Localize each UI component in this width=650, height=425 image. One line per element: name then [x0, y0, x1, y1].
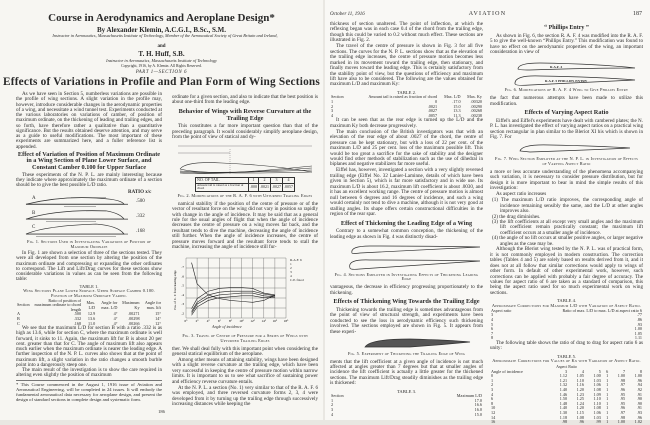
column-header: Section — [331, 94, 344, 100]
table-cell: 1 — [606, 400, 609, 406]
table-cell: 16.0 — [474, 407, 482, 412]
copyright: Copyright, 1916, by A. Klemin. All Rights Reserved. — [121, 64, 202, 68]
page-number: 187 — [633, 11, 642, 17]
paragraph: These experiments of the N. P. L. are mainly interesting because they indicate where approximately the maximum ordinate of a section should be to give the best possible L/D ratio. — [16, 171, 162, 189]
table-cell: 12 — [491, 409, 496, 415]
figure-2-upturned-trailing-edges — [172, 141, 318, 177]
table-cell: 1.00 — [634, 373, 642, 379]
table-cell: 1 — [331, 98, 334, 104]
table-cell: .96 — [619, 386, 626, 392]
table-cell: 13.3 — [453, 108, 461, 114]
chart-x-label: Angle of incidence — [212, 323, 242, 329]
paragraph: The following table shows the ratio of drag to drag for aspect ratio 6 as unity: — [490, 339, 643, 352]
table-cell: .96 — [619, 405, 626, 411]
table-cell: .00238 — [470, 112, 482, 118]
table-cell: 1.10 — [593, 396, 601, 402]
table-cell: 1 — [249, 177, 259, 183]
column-header: Ratio of position of maximum ordinate to chord length — [34, 297, 82, 312]
table-cell: 1 — [606, 405, 609, 411]
section-a-ratio: .500 — [136, 199, 145, 205]
table-5-title: TABLE 5. — [556, 353, 577, 359]
column-header: Amount tail is raised as fraction of chord — [368, 94, 438, 100]
table-cell: 12.9 — [87, 311, 96, 317]
table-cell: 1.03 — [593, 377, 601, 383]
paragraph: We see that the maximum L/D for section B with a ratio .332 is as high as 13.6, while for section C, where the maximum ordinate is well forward, it sinks to 11. Again, the maximum lift for B is about 20 per cent. greater than that for C. The angle of maximum lift also appears much earlier when the maximum ordinate is nearer the leading edge. A further inspection of the N. P. L. curves also shows that at the point of maximum lift, a slight variation in the ratio changes a smooth burble point into a dangerously steep one. — [16, 325, 162, 368]
table-4 — [490, 309, 643, 341]
table-cell: .91 — [636, 391, 642, 397]
table-cell: 2 — [331, 402, 334, 408]
figure-2-table — [195, 177, 295, 192]
y-tick-label: .5 — [181, 283, 184, 288]
chart-y-label: Pos. of C. P. from leading edge — [173, 269, 177, 310]
table-cell: .93 — [636, 321, 642, 327]
paragraph: namical stability if the position of the centre of pressure or of the vector of resultant force on the wing did not vary in position so rapidly with change in the angle of incidence. It may be said that as a general rule for the usual angles of flight that when the angle of incidence decreases the centre of pressure on a wing moves far back, and the resultant tends to dive the machine, decreasing the angle of incidence still further. When the angle of incidence increases, the centre of pressure moves forward and the resultant force tends to stall the machine, increasing the angle of incidence still fur- — [172, 200, 318, 251]
table-cell: 1.05 — [634, 330, 642, 336]
table-cell: 1.11 — [634, 335, 642, 341]
affiliation-klemin: Instructor in Aeronautics, Massachusetts Institute of Technology, Member of the Aeronautical Society of Great Britain and Ireland, — [52, 33, 278, 38]
table-row — [330, 413, 483, 418]
table-cell: .168 — [73, 320, 82, 326]
table-5-subtitle: Approximate Corrections for Values of Kx with Variation of Aspect Ratio. — [492, 358, 641, 364]
figure-1 — [16, 191, 162, 239]
series-line-4 — [192, 296, 275, 315]
column-header: Section — [331, 393, 344, 399]
legend-entry: 4 — [290, 273, 292, 278]
table-cell: .90 — [636, 400, 642, 406]
table-cell: 2 — [491, 382, 494, 388]
table-cell: 15° — [155, 311, 161, 317]
table-cell: .95 — [619, 400, 626, 406]
table-cell: .500 — [73, 311, 82, 317]
table-cell: 1.06 — [593, 409, 601, 415]
figure-2-caption: Fig. 2. Modifications of the R. A. F. 6 with Upturned Trailing Edges — [177, 192, 313, 198]
column-header: Ratio of max. L/D to max. L/D at aspect ratio 6 — [562, 307, 642, 313]
column-header: 3 — [565, 368, 568, 374]
paragraph: ther. We shall deal fully with this important point when considering the general statical equilibrium of the aeroplane. — [172, 345, 318, 357]
table-cell: .00290 — [470, 103, 482, 109]
table-4-subtitle: Approximate Corrections for Maximum L/D with Variation of Aspect Ratio. — [491, 302, 642, 308]
table-cell: 7 — [491, 330, 494, 336]
section-title: Effects of Variations in Profile and Plan Form of Wing Sections — [3, 76, 320, 88]
figure-5-trailing-edge-section — [330, 336, 483, 350]
byline-klemin: By Alexander Klemin, A.C.G.I., B.Sc., S.M. — [97, 26, 226, 34]
table-cell: 1 — [606, 414, 609, 420]
table-cell: 1.50 — [559, 396, 568, 402]
figure-3 — [172, 254, 318, 332]
paragraph: Among other means of attaining stability, wings have been designed with a slight reverse curvature at the trailing edge, which have been very successful in keeping the centre of pressure motion within narrow limits. It is important to us to see what sacrifice of sustaining power and efficiency reverse curvature entails. — [172, 356, 318, 385]
column-header: Maximum Ky — [122, 299, 140, 310]
ratio-label: RATIO x/c — [128, 190, 152, 196]
paragraph: thickness of section unaltered. The point of inflection, at which the reflexing began was in each case 0.4 of the chord from the trailing edge, though this could be varied to 0.2 without much effect. These sections are illustrated in Fig. 2. — [330, 21, 483, 44]
figure-6-caption: Fig. 6. Modifications of R. A. F. 4 Wing to Give Phillips Entry — [504, 87, 629, 93]
table-cell: A — [17, 311, 21, 317]
table-cell: 1.06 — [593, 382, 601, 388]
table-cell: .0027 — [271, 183, 283, 191]
table-cell: 1.15 — [576, 409, 584, 415]
table-cell: 1.02 — [634, 419, 642, 425]
paragraph: This constitutes a far more important question than that of the preceding paragraph. It would considerably simplify aeroplane design, from the point of view of statical and dy- — [172, 123, 318, 140]
table-cell: 15.0 — [474, 411, 482, 417]
table-cell: 3 — [491, 312, 494, 318]
column-header: Angle for max. lift — [144, 299, 161, 310]
table-cell: .96 — [636, 377, 642, 383]
table-cell: 1.00 — [634, 326, 642, 332]
right-page — [325, 0, 650, 425]
table-cell: .96 — [636, 414, 642, 420]
subheading: Behavior of Wings with Reverse Curvature at the Trailing Edge — [178, 107, 312, 122]
figure-4-caption: Fig. 4. Sections Employed in Investigating Effects of Thickening Leading Edge — [334, 271, 479, 282]
x-tick-label: 14° — [261, 318, 267, 323]
paragraph: As aspect ratio increases — [496, 191, 547, 198]
section-b-ratio: .332 — [136, 214, 145, 220]
table-cell: .97 — [619, 382, 626, 388]
column-header: 7 — [622, 368, 626, 374]
column-header: Angle of incidence — [491, 368, 523, 374]
page-number: 186 — [158, 409, 165, 414]
table-cell: .91 — [636, 405, 642, 411]
table-cell: 4° — [113, 311, 118, 317]
table-5 — [490, 370, 643, 425]
header-date: October 11, 1916 — [330, 12, 365, 17]
table-cell: 16 — [491, 419, 496, 425]
table-cell: 1.32 — [559, 382, 568, 388]
table-cell: .93 — [636, 409, 642, 415]
table-cell: 1.12 — [559, 373, 568, 379]
subheading: “ Phillips Entry ” — [544, 25, 589, 31]
figure-7-bleriot-section — [490, 141, 643, 155]
legend-entry: 3 — [290, 269, 292, 274]
table-cell: .0021 — [259, 183, 271, 191]
subheading: Effects of Thickening Wing Towards the Trailing Edge — [333, 298, 480, 306]
table-cell: 14° — [155, 316, 161, 322]
legend-entry: 2 — [290, 265, 292, 270]
section-c-label: C — [32, 225, 36, 231]
raf5-label: R.A.F. 5 PHILLIPS ENTRY — [545, 79, 588, 84]
table-cell: 1.10 — [593, 400, 601, 406]
column-header: 8 — [639, 368, 642, 374]
table-cell: 1 — [606, 419, 609, 425]
part-section: PART 1—SECTION 6 — [135, 70, 188, 75]
footnote: * This Course commenced in the August 1, 1916 issue of Aviation and Aeronautical Engineering, will be completed in 24 issues. It will embody the fundamental aeronautical data necessary for aeroplane design, and present the design of standard sections in complete design and systematic form. — [16, 381, 162, 402]
section-b-label: B — [32, 211, 36, 217]
table-cell: .0027 — [427, 108, 438, 114]
table-cell: Amount tail is raised as a fraction of chord — [197, 182, 244, 191]
table-cell: 17.0 — [474, 397, 482, 403]
table-cell: 1.08 — [593, 386, 601, 392]
column-header: 5 — [598, 368, 601, 374]
x-tick-label: 12° — [250, 318, 255, 323]
affiliation-huff: Instructor in Aeronautics, Massachusetts Institute of Technology — [106, 58, 217, 63]
table-cell: .95 — [619, 391, 626, 397]
column-header: Aspect ratio — [491, 307, 512, 313]
column-header: Max. L/D — [86, 299, 96, 310]
list-item: (4) the angle of no lift occurs at smaller positive angles, or larger negative angles as the case may be. — [492, 235, 643, 247]
table-cell: 1.25 — [576, 396, 584, 402]
table-cell: 4 — [491, 391, 494, 397]
paragraph: It can be seen that as the rear edge is turned up the L/D and the maximum Ky both decrease progressively. — [330, 117, 483, 129]
y-tick-label: .3 — [181, 301, 184, 306]
paragraph: ments that the lift coefficient at a given angle of incidence is not much affected at angles greater than 7 degrees but that at smaller angles of incidence the lift coefficient is actually a little greater for the thickened sections. The maximum Lift/Drag steadily diminishes as the trailing edge is thickened: — [330, 358, 483, 387]
table-3 — [330, 394, 483, 417]
table-cell: .0057 — [427, 112, 438, 118]
table-cell: 1 — [606, 382, 609, 388]
paragraph: Eiffel has, however, investigated a section with a very slightly reversed trailing edge (Eiffel No. 32 Lanier-Laminne, details of which have been given in Section 5), which is far more satisfactory and in wide use. Its maximum L/D is about 16.2, maximum lift coefficient is about .0030, and it has an excellent working range. The centre of pressure motion is almost null between 6 degrees and 16 degrees of incidence, and such a wing would certainly not tend to dive a machine, although it is not very good at stalling angles. Its shape offers certain constructional difficulties in the region of the rear spar. — [330, 167, 483, 218]
right-page-column-2 — [490, 22, 643, 425]
paragraph: The main conclusion of the British investigators was that with an elevation of the rear edge of about .0027 of the chord, the centre of pressure can be kept stationary, but with a loss of 22 per cent. of the maximum L/D and 25 per cent. loss of the maximum possible lift. This would be too great a sacrifice for the sake of stability and the designer would find other methods of stabilization such as the use of dihedral in biplanes and negative stabilizers far more useful. — [330, 128, 483, 168]
paragraph: the fact that numerous attempts have been made to utilize this modification. — [490, 95, 643, 107]
table-cell: 1.48 — [559, 400, 568, 406]
table-cell: 4 — [331, 411, 334, 417]
table-cell: .96 — [578, 419, 584, 425]
legend-entry: R.A.F. 6 — [290, 257, 302, 262]
table-cell: .000 — [249, 183, 259, 191]
paragraph: As we have seen in Section 5, numberless variations are possible in the profile of wing sections. A slight variation in the profile may, however, introduce considerable changes in the aerodynamic properties of a wing, and necessitate a wind tunnel test. Experiments conducted at the various laboratories on variations of camber, of position of maximum ordinate, on the thickening of leading and trailing edges, and so forth, have therefore rather a qualitative than a quantitative significance. But the results obtained deserve attention, and may serve as a guide to useful modifications. The most important of these experiments are summarized here, and a fuller reference list is appended. — [16, 91, 162, 150]
table-1-title: TABLE 1. — [79, 283, 99, 289]
table-cell: .00268 — [470, 108, 482, 114]
article-title: Course in Aerodynamics and Aeroplane Design* — [48, 12, 275, 24]
table-cell: 1.20 — [576, 386, 584, 392]
table-1-subtitle: Wing Sections Plane Lower Surface. Upper Surface Camber 0.100. Position of Maximum Ordinate Varied. — [23, 287, 155, 298]
table-cell: 11.3 — [453, 112, 461, 118]
left-page-column-2 — [172, 94, 318, 408]
table-2-title: TABLE 2. — [396, 89, 417, 95]
table-header-row — [16, 299, 162, 313]
subheading: Effect of Variation of Position of Maximum Ordinate in a Wing Section of Plane Lower Surface, and Constant Camber 0.100 for Upper Surface — [17, 150, 161, 171]
table-cell: 1 — [606, 386, 609, 392]
table-cell: 1 — [606, 373, 609, 379]
subheading: Effects of Varying Aspect Ratio — [524, 109, 609, 117]
table-cell: 1.40 — [559, 405, 568, 411]
column-header: 6 — [606, 368, 609, 374]
legend-entry: 1 — [290, 261, 292, 266]
table-cell: C — [17, 320, 20, 326]
table-cell: 4 — [331, 112, 334, 118]
paragraph: vantageous, the decrease in efficiency progressing proportionately to the thickening. — [330, 284, 483, 296]
table-cell: 1.08 — [593, 405, 601, 411]
header-title: AVIATION — [468, 11, 507, 17]
paragraph: In Fig. 1 are shown a selection of three of the sections tested. They were all developed from one section by altering the position of the maximum ordinate and compressing or expanding the other ordinates to correspond. The Lift and Lift/Drag curves for these sections show considerable variations in values as can be seen from the following table: — [16, 250, 162, 283]
y-tick-label: .7 — [181, 264, 184, 269]
table-cell: 14 — [491, 414, 496, 420]
table-cell: 11.0 — [88, 320, 96, 326]
byline-huff: T. H. Huff, S.B. — [138, 50, 185, 58]
table-cell: 0 — [435, 98, 438, 104]
table-cell: 10 — [491, 405, 496, 411]
table-cell: .92 — [636, 386, 642, 392]
table-cell: 16.6 — [474, 402, 482, 408]
table-cell: .98 — [619, 377, 626, 383]
figure-7-caption: Fig. 7. Wing Section Employed at the N. P. L. in Investigation of Effects of Varying Aspect Ratio — [494, 156, 639, 167]
x-tick-label: 10° — [239, 318, 244, 323]
table-cell: 4° — [113, 316, 118, 322]
table-1 — [16, 299, 162, 327]
table-cell: 1.30 — [559, 409, 568, 415]
table-cell: 2 — [259, 177, 271, 183]
table-cell: 1.18 — [559, 414, 568, 420]
table-cell: 1.20 — [576, 405, 584, 411]
paragraph: The main result of the investigation is to show the care required in altering even slightly the position of maximum — [16, 367, 162, 379]
table-cell: 1.00 — [593, 373, 601, 379]
table-cell: .00320 — [470, 98, 482, 104]
table-cell: 1.23 — [576, 391, 584, 397]
table-cell: 1.09 — [593, 391, 601, 397]
table-cell: 1 — [606, 396, 609, 402]
table-cell: 0 — [491, 373, 494, 379]
list-item: (2) the drag diminishes. — [492, 213, 541, 220]
table-cell: 4° — [113, 320, 118, 326]
table-cell: 1 — [606, 409, 609, 415]
left-page-column-1 — [16, 92, 162, 406]
x-tick-label: 0° — [184, 318, 188, 323]
table-cell: 1.00 — [617, 419, 626, 425]
table-cell: 5 — [491, 321, 494, 327]
table-cell: .00266 — [128, 320, 140, 326]
column-header: Maximum L/D — [456, 393, 482, 399]
figure-6 — [490, 58, 643, 86]
column-header: Section — [17, 302, 30, 308]
table-cell: 8 — [491, 335, 494, 341]
column-header: 4 — [581, 368, 584, 374]
x-tick-label: 16° — [272, 318, 278, 323]
table-cell: 1 — [606, 391, 609, 397]
table-cell: .332 — [73, 316, 82, 322]
table-cell: .00298 — [128, 316, 140, 322]
table-cell: B — [17, 316, 20, 322]
x-tick-label: 8° — [228, 318, 232, 323]
figure-5-caption: Fig. 5. Experiment of Thickening the Trailing Edge of Wing — [347, 350, 466, 356]
table-cell: .00271 — [128, 311, 140, 317]
table-cell: .0021 — [427, 103, 438, 109]
table-cell: 3 — [271, 177, 283, 183]
table-cell: 13.6 — [87, 316, 96, 322]
table-cell: .94 — [636, 382, 642, 388]
table-cell: 2 — [331, 103, 334, 109]
legend-entry: C.P. fixed — [290, 277, 304, 282]
table-4-title: TABLE 4. — [556, 298, 577, 304]
table-cell: 4 — [283, 177, 295, 183]
table-cell: 1.10 — [576, 377, 584, 383]
table-cell: 4 — [491, 316, 494, 322]
table-2 — [330, 95, 483, 118]
figure-1-caption: Fig. 1. Sections Used in Investigating Variations of Position of Maximum Ordinate — [26, 239, 152, 250]
table-cell: 12° — [155, 320, 161, 326]
column-header: Max. Ky — [467, 94, 482, 100]
x-tick-label: 4° — [206, 318, 210, 323]
section-a-label: A — [32, 196, 36, 202]
x-tick-label: 6° — [217, 318, 221, 323]
table-cell: 1.03 — [593, 414, 601, 420]
column-header: Angle for max. L/D — [101, 299, 118, 310]
paragraph: Contrary to a somewhat common conception, the thickening of the leading edge as shown in Fig. 4 was distinctly disad- — [330, 228, 483, 240]
table-cell: 3 — [491, 386, 494, 392]
table-cell: 1 — [606, 377, 609, 383]
paragraph: a more or less accurate understanding of the phenomena accompanying such variation, it is necessary to consider pressure distribution, but for design it is more important to bear in mind the simple results of this investigation: — [490, 168, 643, 192]
table-cell: 1.24 — [576, 400, 584, 406]
chart-legend — [290, 258, 304, 282]
figure-3-caption: Fig. 3. Travel of Centre of Pressure for a Series of Wings with Upturned Trailing Edges — [182, 332, 308, 343]
table-5-group-header: Aspect Ratio — [556, 364, 577, 370]
table-cell: 1.05 — [576, 373, 584, 379]
table-cell: .86 — [636, 316, 642, 322]
table-cell: 1.16 — [576, 382, 584, 388]
table-row — [490, 420, 643, 425]
table-cell: .90 — [636, 396, 642, 402]
section-c-ratio: .168 — [136, 229, 145, 235]
y-tick-label: .2 — [181, 311, 184, 316]
table-cell: 1 — [491, 377, 494, 383]
y-tick-label: .6 — [181, 274, 184, 279]
table-cell: 15.0 — [453, 103, 461, 109]
table-cell: 3 — [331, 407, 334, 412]
paragraph: ordinate for a given section, and also to indicate that the best position is about one-third from the leading edge. — [172, 94, 318, 106]
table-cell: 1.08 — [576, 414, 584, 420]
table-cell: .0057 — [283, 183, 295, 191]
table-cell: 6 — [491, 326, 494, 332]
table-cell: .98 — [561, 419, 568, 425]
subheading: Effect of Thickening the Leading Edge of a Wing — [340, 219, 473, 227]
left-page — [0, 0, 323, 420]
paragraph: As shown in Fig. 6, the section R. A. F. 4 was modified into the R. A. F. 5 to give the well-known “Phillips Entry.” This modification was found to have no effect on the aerodynamic properties of the wing, an important consideration in view of — [490, 32, 643, 55]
paragraph: Although the Bleriot wing tested by the N. P. L. was of practical form, it is not commonly employed in modern construction. The correction tables (Tables 4 and 5) are solely based on results derived from it, and it does not at all follow that similar corrections would apply to wings of other form. In default of other experimental work, however, such corrections can be applied with probably a fair degree of accuracy. The values for aspect ratio of 6 are taken as a standard of comparison, this being the aspect ratio used for so much experimental work on wing sections. — [490, 246, 643, 296]
table-cell: .77 — [636, 312, 642, 318]
paragraph: Eiffel's and Eiffel's experiments have dealt with cambered plates; the N. P. L. has investigated the effect of varying aspect ratios on a practical wing section rectangular in plan similar to the Bleriot XI his which is shown in Fig. 7. For — [490, 117, 643, 141]
table-cell: .17.0 — [452, 98, 461, 104]
table-cell: 1.46 — [559, 391, 568, 397]
table-cell: 1 — [331, 397, 334, 403]
paragraph: The travel of the centre of pressure is shown in Fig. 3 for all five sections. The curves for the N. P. L. sections show that as the elevation of the trailing edge increases, the centre of pressure motion becomes less marked in its movement toward the trailing edge, then stationary, and finally moves toward the leading edge. This is certainly satisfactory from the stability point of view, but the questions of efficiency and maximum lift have also to be considered. The following are the values obtained for maximum L/D and maximum Ky: — [330, 43, 483, 88]
table-cell: .98 — [619, 414, 626, 420]
table-cell: .95 — [619, 396, 626, 402]
and-text: and — [157, 44, 166, 49]
table-cell: .99 — [595, 419, 601, 425]
right-page-column-1 — [330, 21, 483, 417]
list-item: (3) the lift coefficients at all except very small angles and the maximum lift coefficient remain practically constant; the maximum lift coefficient occurs at a smaller angle of incidence. — [492, 219, 643, 236]
column-header: Max. L/D — [444, 94, 461, 100]
paragraph: At the N. P. L. a section (No. 1) very similar to that of the R. A. F. 6 was employed, and three reversed curvature forms 2, 3, 4 were developed from it by turning up the trailing edge through successively increasing distances while keeping the — [172, 384, 318, 408]
table-cell: 3 — [331, 108, 334, 114]
table-cell: .97 — [619, 409, 626, 415]
table-3-title: TABLE 3. — [396, 388, 417, 394]
raf4-label: R.A.F. 4 — [550, 65, 563, 70]
table-cell: 1.21 — [559, 377, 568, 383]
list-item: (1) The maximum L/D ratio improves, the corresponding angle of incidence remaining sensibly the same, and the L/D at other angles improves also. — [492, 197, 643, 215]
y-tick-label: .4 — [181, 292, 184, 297]
table-cell: NO. OF TAIL — [197, 176, 220, 182]
table-cell: 6 — [491, 396, 494, 402]
figure-4-leading-edge-sections — [330, 241, 483, 271]
x-tick-label: 2° — [195, 318, 199, 323]
table-cell: 1.40 — [559, 386, 568, 392]
table-cell: 1.00 — [617, 373, 626, 379]
x-tick-label: 18° — [283, 318, 289, 323]
table-row — [196, 183, 295, 191]
table-cell: 8 — [491, 400, 494, 406]
paragraph: Thickening towards the trailing edge is sometimes advantageous from the point of view of structural strength, and experiments have been conducted to see the loss in aerodynamic efficiency such thickening involved. The sections employed are shown in Fig. 5. It appears from these experi- — [330, 306, 483, 335]
